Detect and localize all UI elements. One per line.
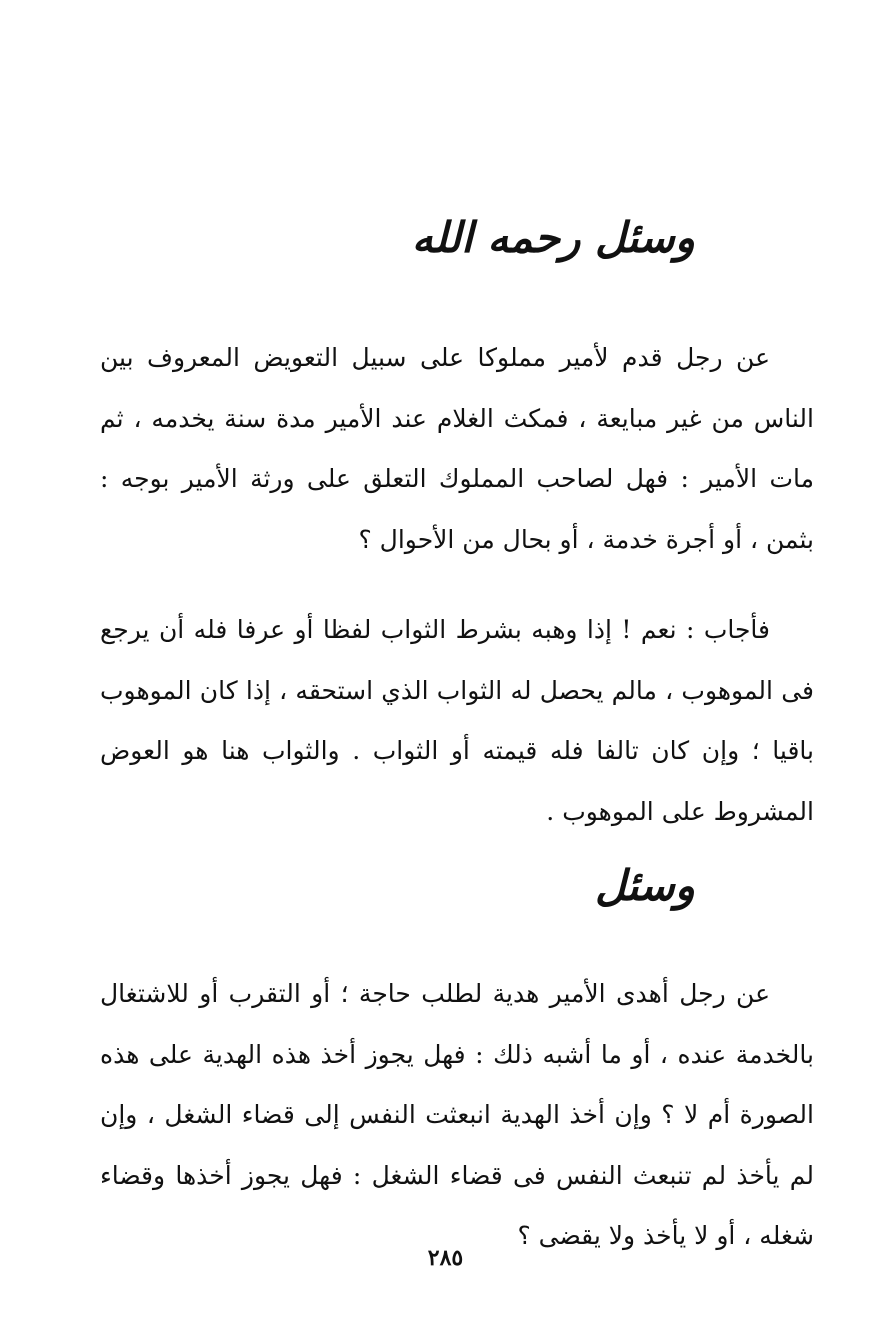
section-heading: وسئل رحمه الله xyxy=(411,213,695,262)
question-paragraph: عن رجل أهدى الأمير هدية لطلب حاجة ؛ أو التقرب أو للاشتغال بالخدمة عنده ، أو ما أشبه ذلك : فهل يجوز أخذ هذه الهدية على هذه الصورة أم لا ؟ وإن أخذ الهدية انبعثت النفس إلى قضاء الشغل ، وإن لم يأخذ لم تنبعث النفس فى قضاء الشغل : فهل يجوز أخذها وقضاء شغله ، أو لا يأخذ ولا يقضى ؟ xyxy=(100,979,814,1251)
question-paragraph: عن رجل قدم لأمير مملوكا على سبيل التعويض المعروف بين الناس من غير مبايعة ، فمكث الغلام عند الأمير مدة سنة يخدمه ، ثم مات الأمير : فهل لصاحب المملوك التعلق على ورثة الأمير بوجه : بثمن ، أو أجرة خدمة ، أو بحال من الأحوال ؟ xyxy=(100,343,814,554)
section-heading: وسئل xyxy=(595,861,695,910)
answer-paragraph: فأجاب : نعم ! إذا وهبه بشرط الثواب لفظا أو عرفا فله أن يرجع فى الموهوب ، مالم يحصل له الثواب الذي استحقه ، إذا كان الموهوب باقيا ؛ وإن كان تالفا فله قيمته أو الثواب . والثواب هنا هو العوض المشروط على الموهوب . xyxy=(100,615,814,826)
page-number: ٢٨٥ xyxy=(427,1245,464,1271)
